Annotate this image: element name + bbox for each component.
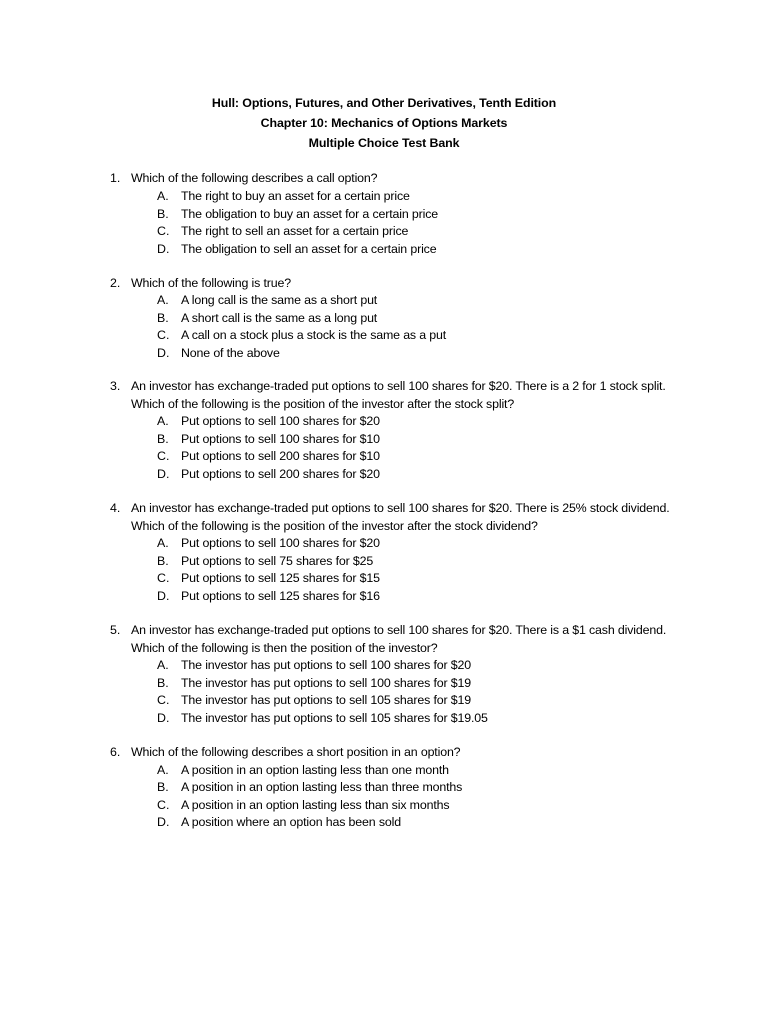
choice-a — [0, 292, 768, 310]
choice-text: A position in an option lasting less than one month — [181, 762, 449, 777]
choice-letter: C. — [157, 328, 170, 343]
choice-letter: B. — [157, 431, 169, 446]
choice-letter: D. — [157, 815, 170, 830]
choice-text: A short call is the same as a long put — [181, 310, 378, 325]
document-header — [0, 93, 768, 153]
question-number: 6. — [110, 745, 121, 759]
choice-c — [0, 448, 768, 466]
choice-letter: A. — [157, 189, 169, 203]
choice-a — [0, 188, 768, 206]
choice-text: Put options to sell 100 shares for $20 — [181, 536, 380, 550]
choice-text: A position in an option lasting less than six months — [181, 797, 450, 812]
document-title: Hull: Options, Futures, and Other Derivatives, Tenth Edition — [211, 96, 557, 110]
choice-letter: A. — [157, 293, 169, 307]
choice-c — [0, 692, 768, 710]
question-number: 4. — [110, 501, 121, 515]
choice-letter: A. — [157, 762, 169, 777]
choice-letter: C. — [157, 797, 170, 812]
question-text: Which of the following describes a call option? — [131, 171, 378, 185]
question-number: 1. — [110, 171, 121, 185]
choice-b — [0, 206, 768, 224]
choice-text: The investor has put options to sell 100 shares for $19 — [181, 675, 471, 690]
choice-letter: C. — [157, 571, 170, 586]
choice-d — [0, 814, 768, 832]
choice-letter: A. — [157, 658, 169, 672]
choice-b — [0, 675, 768, 693]
question-text: An investor has exchange-traded put options to sell 100 shares for $20. There is 25% stock dividend. Which of the following is the position of the investor after the stock dividend? — [131, 501, 670, 533]
choice-text: The obligation to buy an asset for a certain price — [181, 206, 438, 221]
choice-letter: D. — [157, 588, 170, 603]
choice-letter: C. — [157, 693, 170, 708]
choice-text: Put options to sell 100 shares for $20 — [181, 414, 380, 428]
choice-b — [0, 779, 768, 797]
choice-b — [0, 431, 768, 449]
question-text: An investor has exchange-traded put options to sell 100 shares for $20. There is a $1 cash dividend. Which of the following is then the position of the investor? — [131, 623, 667, 655]
choice-text: Put options to sell 75 shares for $25 — [181, 553, 374, 568]
question-text: Which of the following is true? — [131, 276, 291, 290]
choice-letter: D. — [157, 466, 170, 481]
choice-text: The obligation to sell an asset for a certain price — [181, 241, 437, 256]
choice-text: Put options to sell 125 shares for $15 — [181, 571, 380, 586]
question-number: 2. — [110, 276, 121, 290]
choice-d — [0, 588, 768, 606]
choice-c — [0, 223, 768, 241]
choice-a — [0, 535, 768, 553]
choice-letter: D. — [157, 241, 170, 256]
choice-letter: D. — [157, 710, 170, 725]
choice-b — [0, 553, 768, 571]
choice-b — [0, 310, 768, 328]
choice-text: Put options to sell 200 shares for $20 — [181, 466, 380, 481]
choice-d — [0, 241, 768, 259]
choice-a — [0, 413, 768, 431]
question-text: An investor has exchange-traded put options to sell 100 shares for $20. There is a 2 for 1 stock split. Which of the following is the position of the investor after the stock split? — [131, 379, 666, 411]
choice-letter: A. — [157, 536, 169, 550]
choice-text: The investor has put options to sell 105 shares for $19 — [181, 693, 471, 708]
choice-letter: B. — [157, 310, 169, 325]
choice-text: The investor has put options to sell 105 shares for $19.05 — [181, 710, 488, 725]
choice-d — [0, 345, 768, 363]
choice-a — [0, 657, 768, 675]
choice-letter: B. — [157, 206, 169, 221]
choice-text: A position where an option has been sold — [181, 815, 401, 830]
choice-text: The right to buy an asset for a certain price — [181, 189, 410, 203]
choice-letter: C. — [157, 224, 170, 239]
choice-letter: D. — [157, 345, 170, 360]
choice-text: A call on a stock plus a stock is the same as a put — [181, 328, 447, 343]
choice-c — [0, 797, 768, 815]
choice-c — [0, 327, 768, 345]
question-number: 3. — [110, 379, 121, 393]
choice-a — [0, 762, 768, 780]
choice-text: Put options to sell 100 shares for $10 — [181, 431, 380, 446]
choice-text: None of the above — [181, 345, 280, 360]
choice-letter: C. — [157, 449, 170, 464]
choice-text: Put options to sell 125 shares for $16 — [181, 588, 380, 603]
test-bank-title: Multiple Choice Test Bank — [308, 136, 460, 150]
choice-d — [0, 710, 768, 728]
choice-text: The right to sell an asset for a certain price — [181, 224, 409, 239]
choice-d — [0, 466, 768, 484]
question-text: Which of the following describes a short position in an option? — [131, 745, 461, 759]
question-number: 5. — [110, 623, 121, 637]
choice-letter: B. — [157, 780, 169, 795]
choice-c — [0, 570, 768, 588]
choice-letter: B. — [157, 553, 169, 568]
choice-text: The investor has put options to sell 100 shares for $20 — [181, 658, 471, 672]
choice-text: A position in an option lasting less than three months — [181, 780, 463, 795]
chapter-title: Chapter 10: Mechanics of Options Markets — [260, 116, 508, 130]
choice-letter: B. — [157, 675, 169, 690]
choice-text: A long call is the same as a short put — [181, 293, 378, 307]
choice-letter: A. — [157, 414, 169, 428]
choice-text: Put options to sell 200 shares for $10 — [181, 449, 380, 464]
